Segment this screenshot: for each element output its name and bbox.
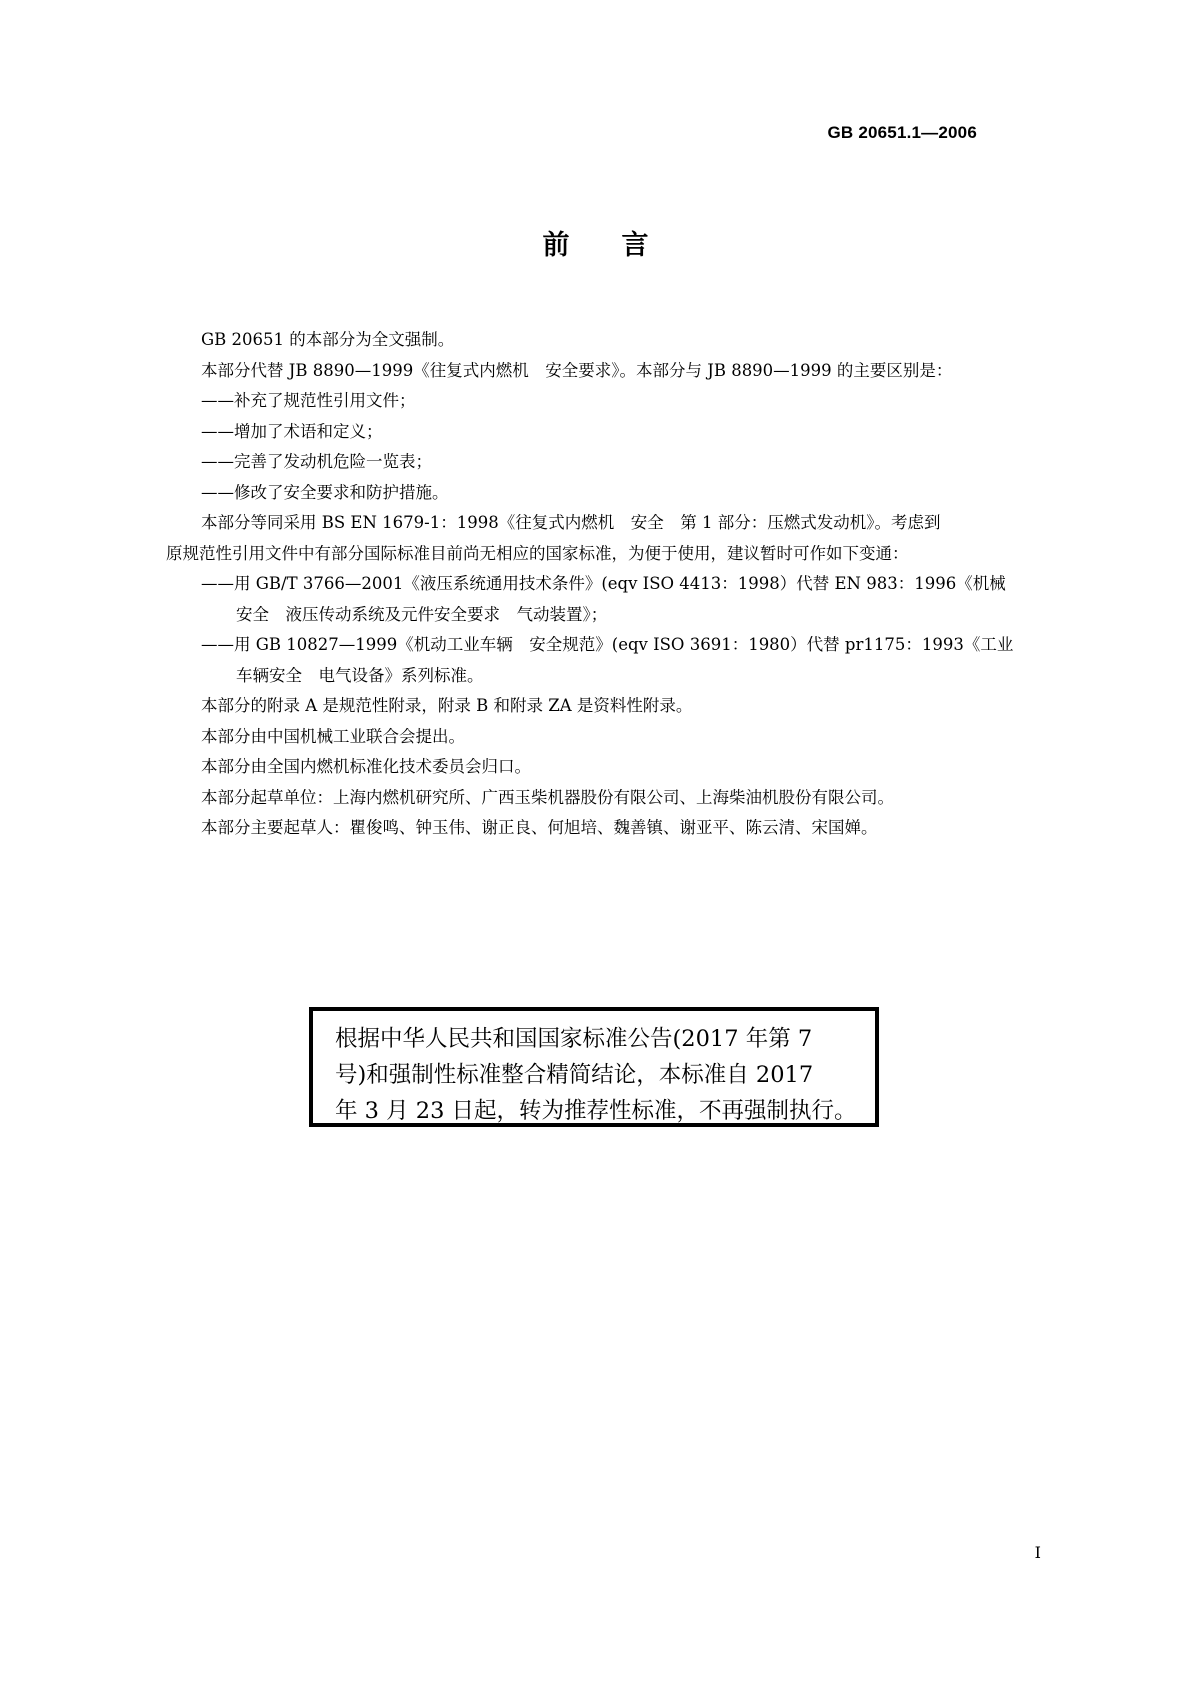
list-item: ——完善了发动机危险一览表； xyxy=(201,452,432,471)
notice-line: 根据中华人民共和国国家标准公告(2017 年第 7 xyxy=(335,1026,813,1052)
list-item-continuation: 安全 液压传动系统及元件安全要求 气动装置》； xyxy=(236,604,608,624)
paragraph: 本部分主要起草人：瞿俊鸣、钟玉伟、谢正良、何旭培、魏善镇、谢亚平、陈云清、宋国婵。 xyxy=(201,818,878,837)
paragraph: 本部分由中国机械工业联合会提出。 xyxy=(201,726,465,746)
list-item: ——增加了术语和定义； xyxy=(201,421,383,441)
paragraph: 本部分的附录 A 是规范性附录，附录 B 和附录 ZA 是资料性附录。 xyxy=(201,696,693,715)
paragraph: GB 20651 的本部分为全文强制。 xyxy=(201,330,455,349)
paragraph: 本部分等同采用 BS EN 1679-1：1998《往复式内燃机 安全 第 1 部分：压燃式发动机》。考虑到 xyxy=(201,513,941,532)
notice-line: 号)和强制性标准整合精简结论，本标准自 2017 xyxy=(335,1062,814,1088)
list-item: ——补充了规范性引用文件； xyxy=(201,391,416,410)
paragraph: 本部分代替 JB 8890—1999《往复式内燃机 安全要求》。本部分与 JB 8890—1999 的主要区别是： xyxy=(201,360,953,380)
list-item: ——用 GB 10827—1999《机动工业车辆 安全规范》(eqv ISO 3691：1980）代替 pr1175：1993《工业 xyxy=(201,635,1014,654)
paragraph-continuation: 原规范性引用文件中有部分国际标准目前尚无相应的国家标准，为便于使用，建议暂时可作如下变通： xyxy=(166,543,909,563)
list-item-continuation: 车辆安全 电气设备》系列标准。 xyxy=(236,665,484,685)
paragraph: 本部分由全国内燃机标准化技术委员会归口。 xyxy=(201,757,531,776)
list-item: ——修改了安全要求和防护措施。 xyxy=(201,482,449,502)
foreword-body xyxy=(166,325,1026,844)
notice-line: 年 3 月 23 日起，转为推荐性标准，不再强制执行。 xyxy=(335,1098,857,1124)
standard-number: GB 20651.1—2006 xyxy=(827,123,977,142)
notice-box xyxy=(309,1007,879,1127)
list-item: ——用 GB/T 3766—2001《液压系统通用技术条件》(eqv ISO 4413：1998）代替 EN 983：1996《机械 xyxy=(201,574,1006,593)
paragraph: 本部分起草单位：上海内燃机研究所、广西玉柴机器股份有限公司、上海柴油机股份有限公司。 xyxy=(201,787,894,807)
page-title: 前言 xyxy=(542,230,701,261)
page-number: I xyxy=(1034,1543,1041,1562)
